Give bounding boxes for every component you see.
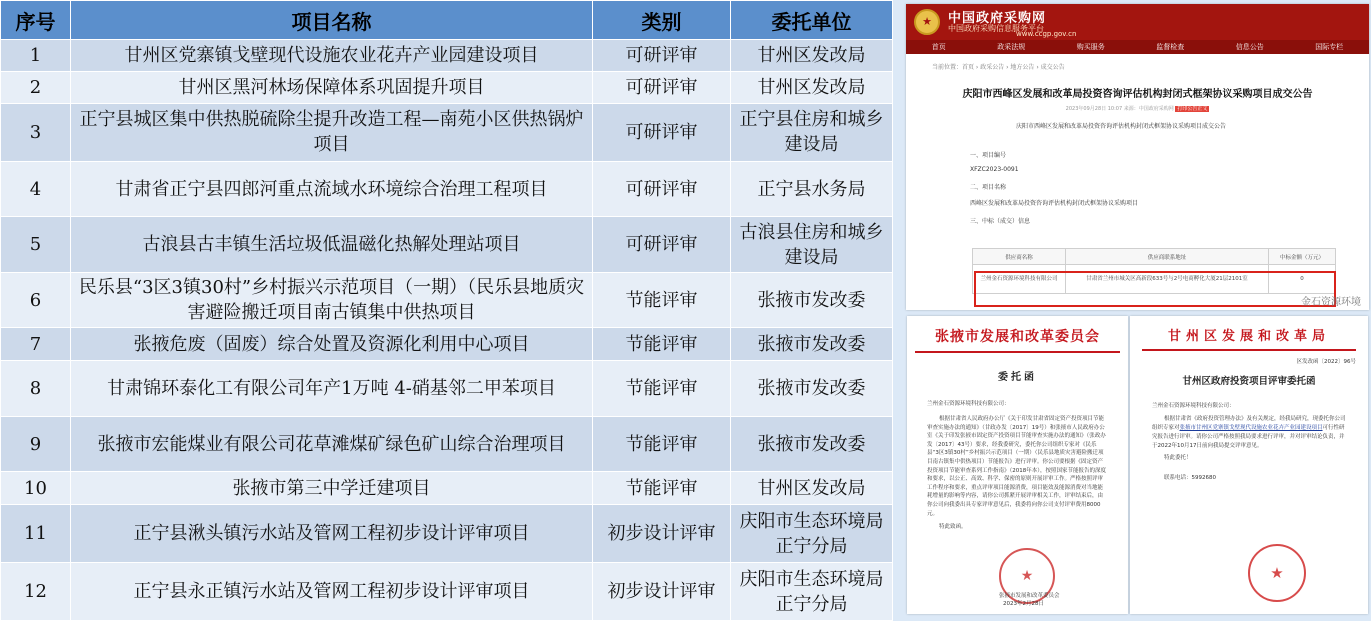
- letter-body-post: 可行性研究报告进行评审。请你公司严格按照我局要求进行评审，并对评审结论负责，并于2022年10月17日前向我局提交评审意见。: [1152, 425, 1345, 449]
- red-rule: [915, 351, 1120, 353]
- document-number: 区发改函〔2022〕96号: [1296, 359, 1356, 365]
- cell-name: 张掖市宏能煤业有限公司花草滩煤矿绿色矿山综合治理项目: [71, 416, 593, 472]
- letter-title: 甘州区政府投资项目评审委托函: [1182, 376, 1316, 387]
- header-category: 类别: [593, 1, 731, 40]
- project-name: 西峰区发展和改革局投资咨询评估机构封闭式框架协议采购项目: [970, 200, 1139, 207]
- letter-recipient: 兰州金石资源环境科技有限公司：: [927, 401, 1010, 407]
- cell-no: 4: [1, 162, 71, 217]
- cell-category: 可研评审: [593, 162, 731, 217]
- table-row: [1, 216, 893, 273]
- letter-closing: 特此致函。: [939, 524, 967, 531]
- cell-no: 9: [1, 416, 71, 472]
- supplier-address: 甘肃省兰州市城关区高新段633号与2号电商孵化大厦21层2101室: [1066, 265, 1269, 294]
- site-url: www.ccgp.gov.cn: [1016, 30, 1077, 38]
- zhangye-commission-letter: [907, 316, 1128, 614]
- cell-unit: 庆阳市生态环境局正宁分局: [731, 504, 893, 563]
- nav-item: 政采法规: [997, 43, 1026, 51]
- cell-name: 张掖市第三中学迁建项目: [71, 472, 593, 504]
- cell-name: 民乐县“3区3镇30村”乡村振兴示范项目（一期）（民乐县地质灾害避险搬迁项目南古镇集中供热项目: [71, 273, 593, 328]
- header-unit: 委托单位: [731, 1, 893, 40]
- nav-item: 信息公告: [1235, 43, 1264, 51]
- nav-item: 购买服务: [1076, 43, 1105, 51]
- table-row: [1, 472, 893, 504]
- announcement-date: 2023年09月28日 10:07 来源：中国政府采购网: [1065, 106, 1174, 112]
- highlight-box: [974, 271, 1336, 307]
- section-heading: 一、项目编号: [970, 152, 1007, 159]
- project-number: XFZC2023-0091: [970, 166, 1019, 173]
- section-heading: 二、项目名称: [970, 184, 1007, 191]
- cell-no: 5: [1, 216, 71, 273]
- announcement-title: 庆阳市西峰区发展和改革局投资咨询评估机构封闭式框架协议采购项目成交公告: [962, 89, 1313, 100]
- letter-body-pre: 根据甘肃省《政府投资管理办法》及有关规定，经我局研究，现委托你公司组织专家对: [1152, 416, 1346, 431]
- cell-unit: 甘州区发改局: [731, 472, 893, 504]
- cell-unit: 张掖市发改委: [731, 416, 893, 472]
- letter-closing: 特此委托！: [1164, 455, 1192, 461]
- cell-name: 正宁县永正镇污水站及管网工程初步设计评审项目: [71, 563, 593, 621]
- site-nav: [906, 40, 1369, 54]
- red-rule: [1142, 349, 1356, 351]
- cell-no: 1: [1, 40, 71, 72]
- cell-no: 2: [1, 72, 71, 103]
- header-no: 序号: [1, 1, 71, 40]
- site-name: 中国政府采购网: [948, 11, 1047, 26]
- letter-body: [1152, 415, 1346, 451]
- cell-unit: 甘州区发改局: [731, 40, 893, 72]
- cell-unit: 庆阳市生态环境局正宁分局: [731, 563, 893, 621]
- cell-unit: 张掖市发改委: [731, 361, 893, 417]
- cell-name: 正宁县城区集中供热脱硫除尘提升改造工程—南苑小区供热锅炉项目: [71, 103, 593, 162]
- procurement-announcement-image: [906, 4, 1369, 310]
- cell-name: 甘州区黑河林场保障体系巩固提升项目: [71, 72, 593, 103]
- cell-no: 8: [1, 361, 71, 417]
- cell-no: 3: [1, 103, 71, 162]
- cell-category: 可研评审: [593, 103, 731, 162]
- table-row: [1, 273, 893, 328]
- national-emblem-icon: ★: [914, 9, 940, 35]
- cell-unit: 正宁县水务局: [731, 162, 893, 217]
- cell-name: 古浪县古丰镇生活垃圾低温磁化热解处理站项目: [71, 216, 593, 273]
- cell-category: 节能评审: [593, 416, 731, 472]
- cell-unit: 古浪县住房和城乡建设局: [731, 216, 893, 273]
- header-name: 项目名称: [71, 1, 593, 40]
- cell-name: 甘肃锦环泰化工有限公司年产1万吨 4-硝基邻二甲苯项目: [71, 361, 593, 417]
- letter-date: 2023年2月28日: [1003, 601, 1044, 607]
- cell-category: 可研评审: [593, 40, 731, 72]
- letter-body-project: 张掖市甘州区党寨镇戈壁现代设施农业花卉产业园建设项目: [1179, 425, 1323, 431]
- cell-category: 节能评审: [593, 273, 731, 328]
- table-row: [1, 103, 893, 162]
- table-row: [1, 361, 893, 417]
- cell-category: 可研评审: [593, 72, 731, 103]
- official-seal-icon: ★: [1248, 544, 1306, 602]
- official-seal-icon: ★: [999, 548, 1055, 604]
- cell-name: 张掖危废（固废）综合处置及资源化利用中心项目: [71, 327, 593, 360]
- cell-name: 甘肃省正宁县四郎河重点流域水环境综合治理工程项目: [71, 162, 593, 217]
- cell-no: 10: [1, 472, 71, 504]
- cell-unit: 张掖市发改委: [731, 273, 893, 328]
- announcement-meta: [906, 105, 1369, 112]
- cell-name: 甘州区党寨镇戈壁现代设施农业花卉产业园建设项目: [71, 40, 593, 72]
- site-subtitle: 中国政府采购信息服务平台: [948, 24, 1044, 33]
- table-row: [1, 162, 893, 217]
- cell-name: 正宁县湫头镇污水站及管网工程初步设计评审项目: [71, 504, 593, 563]
- table-row: [1, 40, 893, 72]
- nav-item: 首页: [931, 43, 946, 51]
- letter-contact: 联系电话：5992680: [1164, 475, 1216, 481]
- cell-category: 初步设计评审: [593, 563, 731, 621]
- cell-unit: 甘州区发改局: [731, 72, 893, 103]
- announcement-lead: 庆阳市西峰区发展和改革局投资咨询评估机构封闭式框架协议采购项目成交公告: [1016, 123, 1227, 130]
- letter-recipient: 兰州金石资源环境科技有限公司：: [1152, 403, 1235, 409]
- supplier-name: 兰州金石资源环境科技有限公司: [973, 265, 1066, 294]
- cell-unit: 正宁县住房和城乡建设局: [731, 103, 893, 162]
- letter-title: 委托函: [998, 372, 1037, 383]
- cell-category: 节能评审: [593, 472, 731, 504]
- award-header: 中标金额（万元）: [1269, 249, 1336, 265]
- cell-category: 初步设计评审: [593, 504, 731, 563]
- nav-item: 监督检查: [1156, 43, 1185, 51]
- cell-unit: 张掖市发改委: [731, 327, 893, 360]
- table-row: [1, 72, 893, 103]
- cell-category: 节能评审: [593, 361, 731, 417]
- letter-org: 甘州区发展和改革局: [1167, 329, 1330, 344]
- award-amount: 0: [1269, 265, 1336, 294]
- letter-body: 根据甘肃省人民政府办公厅《关于印发甘肃省固定资产投资项目节能审查实施办法的通知》（甘政办发〔2017〕19号）和张掖市人民政府办公室《关于印发张掖市固定资产投资项目节能审查实施办法的通知》（张政办发〔2017〕43号）要求，经我委研究，委托你公司组织专家对《民乐县“3区3镇30村”乡村振兴示范项目（一期）（民乐县地质灾害避险搬迁项目南古镇集中供热项目）节能报告》进行评审。你公司要根据《固定资产投资项目节能审查系列工作指南》（2018年本），按照国家节能报告的深度和要求，以公正、高效、科学、保密的原则开展评审工作。严格按照评审工作程序和要求，重点评审项目能源消费，项目能效及能源消费对当地能耗增量的影响等内容，请你公司抓紧开展评审相关工作，评审结束后，由你公司向我委出具专家评审意见后，我委将向你公司支付评审费用8000元。: [927, 416, 1106, 517]
- award-header: 供应商联系地址: [1066, 249, 1269, 265]
- watermark: 金石资源环境: [1301, 297, 1361, 308]
- breadcrumb: 当前位置：首页 › 政采公告 › 地方公告 › 成交公告: [932, 64, 1065, 71]
- table-header-row: [1, 1, 893, 40]
- cell-category: 节能评审: [593, 327, 731, 360]
- award-header: 供应商名称: [973, 249, 1066, 265]
- cell-no: 6: [1, 273, 71, 328]
- section-heading: 三、中标（成交）信息: [970, 218, 1031, 225]
- print-tag: 打印公告正文: [1177, 106, 1208, 112]
- cell-no: 7: [1, 327, 71, 360]
- cell-category: 可研评审: [593, 216, 731, 273]
- cell-no: 12: [1, 563, 71, 621]
- letter-org: 张掖市发展和改革委员会: [935, 329, 1100, 345]
- table-row: [1, 563, 893, 621]
- ganzhou-commission-letter: [1130, 316, 1368, 614]
- table-row: [1, 504, 893, 563]
- cell-no: 11: [1, 504, 71, 563]
- site-banner: [906, 4, 1369, 40]
- table-row: [1, 327, 893, 360]
- table-row: [1, 416, 893, 472]
- letter-signature: 张掖市发展和改革委员会: [999, 593, 1060, 599]
- nav-item: 国际专栏: [1315, 43, 1344, 51]
